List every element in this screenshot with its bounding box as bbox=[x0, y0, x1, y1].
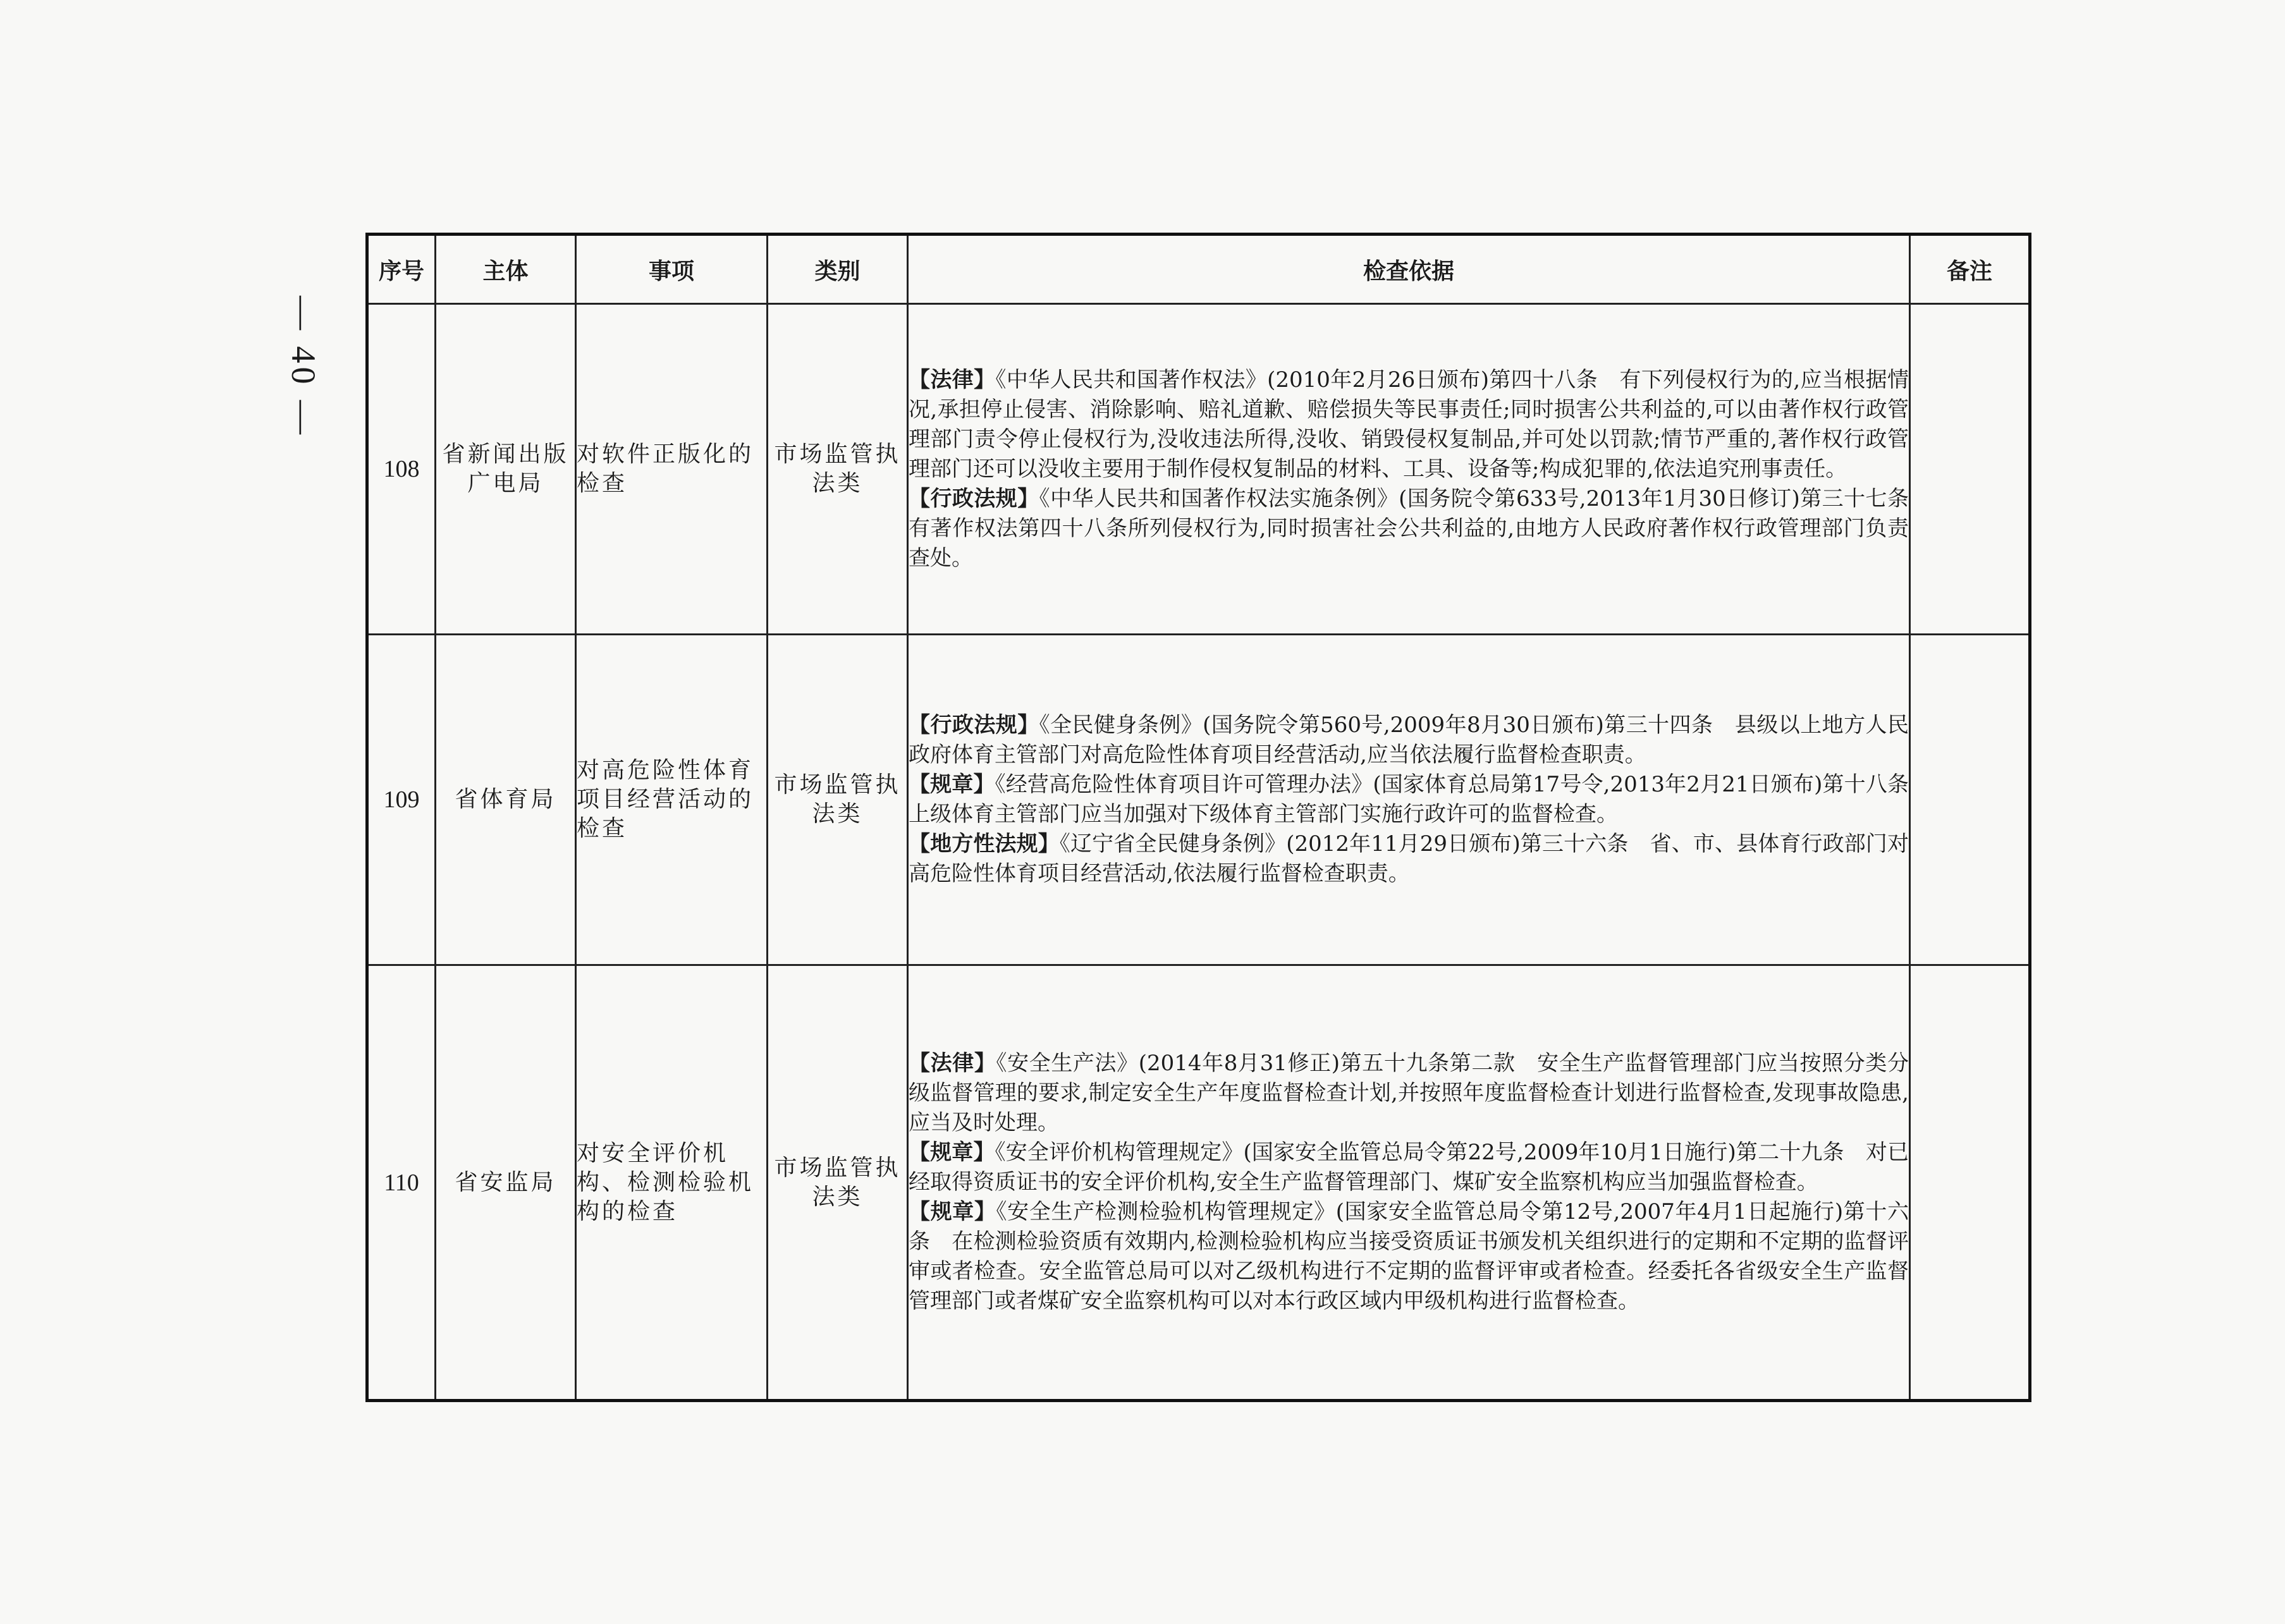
row-index: 108 bbox=[367, 304, 436, 635]
row-category: 市场监管执法类 bbox=[768, 965, 908, 1401]
basis-text: 《辽宁省全民健身条例》(2012年11月29日颁布)第三十六条 省、市、县体育行政部门对高危险性体育项目经营活动,依法履行监督检查职责。 bbox=[909, 831, 1909, 886]
row-basis bbox=[908, 635, 1930, 965]
basis-text: 《全民健身条例》(国务院令第560号,2009年8月30日颁布)第三十四条 县级以上地方人民政府体育主管部门对高危险性体育项目经营活动,应当依法履行监督检查职责。 bbox=[909, 712, 1909, 767]
header-subject: 主体 bbox=[436, 235, 576, 304]
basis-text: 《中华人民共和国著作权法实施条例》(国务院令第633号,2013年1月30日修订)第三十七条 有著作权法第四十八条所列侵权行为,同时损害社会公共利益的,由地方人民政府著作权行政管理部门负责查处。 bbox=[909, 485, 1930, 571]
basis-paragraph bbox=[909, 484, 1930, 573]
basis-paragraph bbox=[909, 1049, 1909, 1138]
row-note bbox=[1910, 304, 2030, 635]
row-basis bbox=[908, 304, 1930, 635]
basis-tag: 【规章】 bbox=[909, 1199, 996, 1224]
basis-tag: 【行政法规】 bbox=[909, 712, 1039, 738]
row-item: 对高危险性体育项目经营活动的检查 bbox=[576, 635, 768, 965]
basis-tag: 【规章】 bbox=[909, 772, 995, 797]
header-note: 备注 bbox=[1910, 235, 2030, 304]
table-row bbox=[367, 635, 2030, 965]
basis-paragraph bbox=[909, 711, 1909, 770]
table-row bbox=[367, 965, 2030, 1401]
row-index: 109 bbox=[367, 635, 436, 965]
table-header-row bbox=[367, 235, 2030, 304]
row-subject: 省安监局 bbox=[436, 965, 576, 1401]
basis-paragraph bbox=[909, 770, 1930, 829]
basis-text: 《安全生产法》(2014年8月31修正)第五十九条第二款 安全生产监督管理部门应当按照分类分级监督管理的要求,制定安全生产年度监督检查计划,并按照年度监督检查计划进行监督检查,发现事故隐患,应当及时处理。 bbox=[909, 1051, 1909, 1135]
basis-tag: 【法律】 bbox=[909, 1051, 996, 1076]
basis-paragraph bbox=[909, 1197, 1909, 1316]
header-category: 类别 bbox=[768, 235, 908, 304]
row-category: 市场监管执法类 bbox=[768, 304, 908, 635]
basis-paragraph bbox=[909, 365, 1909, 484]
row-item: 对软件正版化的检查 bbox=[576, 304, 768, 635]
basis-text: 《安全评价机构管理规定》(国家安全监管总局令第22号,2009年10月1日施行)第二十九条 对已经取得资质证书的安全评价机构,安全生产监督管理部门、煤矿安全监察机构应当加强监督检查。 bbox=[909, 1140, 1909, 1195]
basis-text: 《经营高危险性体育项目许可管理办法》(国家体育总局第17号令,2013年2月21日颁布)第十八条 上级体育主管部门应当加强对下级体育主管部门实施行政许可的监督检查。 bbox=[909, 772, 1930, 827]
row-basis bbox=[908, 965, 1910, 1401]
header-basis: 检查依据 bbox=[908, 235, 1910, 304]
row-note bbox=[1910, 635, 2030, 965]
basis-paragraph bbox=[909, 1138, 1909, 1197]
row-item: 对安全评价机构、检测检验机构的检查 bbox=[576, 965, 768, 1401]
basis-text: 《中华人民共和国著作权法》(2010年2月26日颁布)第四十八条 有下列侵权行为的,应当根据情况,承担停止侵害、消除影响、赔礼道歉、赔偿损失等民事责任;同时损害公共利益的,可以由著作权行政管理部门责令停止侵权行为,没收违法所得,没收、销毁侵权复制品,并可处以罚款;情节严重的,著作权行政管理部门还可以没收主要用于制作侵权复制品的材料、工具、设备等;构成犯罪的,依法追究刑事责任。 bbox=[909, 367, 1909, 482]
basis-tag: 【规章】 bbox=[909, 1140, 995, 1165]
basis-tag: 【地方性法规】 bbox=[909, 831, 1060, 857]
row-subject: 省体育局 bbox=[436, 635, 576, 965]
row-note bbox=[1910, 965, 2030, 1401]
page-number: — 40 — bbox=[285, 295, 322, 438]
basis-paragraph bbox=[909, 829, 1909, 889]
basis-tag: 【法律】 bbox=[909, 367, 996, 393]
basis-text: 《安全生产检测检验机构管理规定》(国家安全监管总局令第12号,2007年4月1日起施行)第十六条 在检测检验资质有效期内,检测检验机构应当接受资质证书颁发机关组织进行的定期和不定期的监督评审或者检查。安全监管总局可以对乙级机构进行不定期的监督评审或者检查。经委托各省级安全生产监督管理部门或者煤矿安全监察机构可以对本行政区域内甲级机构进行监督检查。 bbox=[909, 1199, 1909, 1314]
table-row bbox=[367, 304, 2030, 635]
row-category: 市场监管执法类 bbox=[768, 635, 908, 965]
row-index: 110 bbox=[367, 965, 436, 1401]
header-index: 序号 bbox=[367, 235, 436, 304]
header-item: 事项 bbox=[576, 235, 768, 304]
basis-tag: 【行政法规】 bbox=[909, 485, 1039, 511]
inspection-basis-table bbox=[365, 233, 2031, 1402]
row-subject: 省新闻出版广电局 bbox=[436, 304, 576, 635]
